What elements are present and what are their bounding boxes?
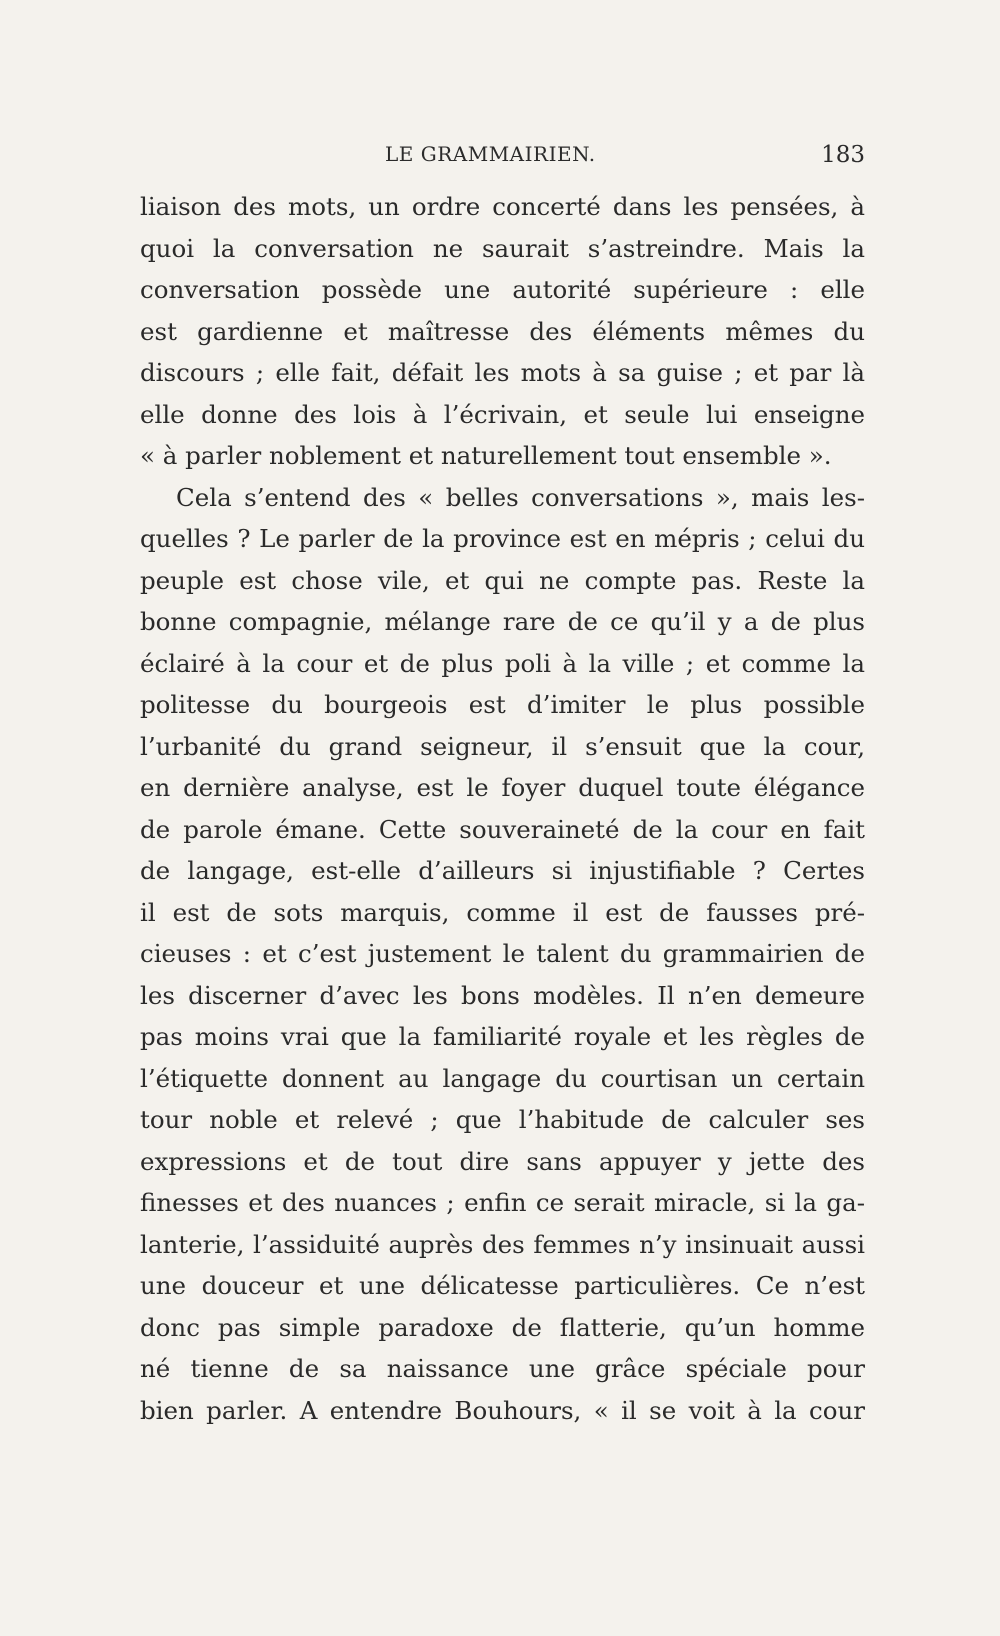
text-line: éclairé à la cour et de plus poli à la ville ; et comme la <box>140 648 865 678</box>
text-line: discours ; elle fait, défait les mots à sa guise ; et par là <box>140 358 865 387</box>
text-line: les discerner d’avec les bons modèles. Il n’en demeure <box>140 980 865 1010</box>
text-line: quelles ? Le parler de la province est en mépris ; celui du <box>140 524 865 553</box>
running-head <box>140 142 865 172</box>
text-line: donc pas simple paradoxe de flatterie, qu’un homme <box>140 1312 865 1342</box>
text-line: de langage, est-elle d’ailleurs si injustifiable ? Certes <box>140 856 865 885</box>
text-line: quoi la conversation ne saurait s’astreindre. Mais la <box>140 233 865 263</box>
text-line: il est de sots marquis, comme il est de fausses pré- <box>140 897 865 927</box>
page-number: 183 <box>821 142 865 168</box>
text-line: est gardienne et maîtresse des éléments mêmes du <box>140 316 865 346</box>
text-line: Cela s’entend des « belles conversations », mais les- <box>176 482 865 512</box>
text-line: conversation possède une autorité supérieure : elle <box>140 275 865 304</box>
text-line: cieuses : et c’est justement le talent du grammairien de <box>140 939 865 968</box>
running-title: LE GRAMMAIRIEN. <box>385 142 596 166</box>
text-line: pas moins vrai que la familiarité royale et les règles de <box>140 1022 865 1051</box>
text-line: en dernière analyse, est le foyer duquel toute élégance <box>140 773 865 802</box>
text-line: finesses et des nuances ; enfin ce serait miracle, si la ga- <box>140 1188 865 1217</box>
text-line: « à parler noblement et naturellement tout ensemble ». <box>140 441 832 470</box>
text-line: politesse du bourgeois est d’imiter le plus possible <box>140 690 865 719</box>
text-line: une douceur et une délicatesse particulières. Ce n’est <box>140 1271 865 1300</box>
text-line: l’étiquette donnent au langage du courtisan un certain <box>140 1063 865 1093</box>
text-line: tour noble et relevé ; que l’habitude de calculer ses <box>140 1105 865 1134</box>
text-line: de parole émane. Cette souveraineté de la cour en fait <box>140 814 865 844</box>
text-line: elle donne des lois à l’écrivain, et seule lui enseigne <box>140 399 865 429</box>
text-line: né tienne de sa naissance une grâce spéciale pour <box>140 1354 865 1383</box>
text-line: bien parler. A entendre Bouhours, « il se voit à la cour <box>140 1395 865 1425</box>
text-line: liaison des mots, un ordre concerté dans les pensées, à <box>140 192 865 221</box>
text-line: peuple est chose vile, et qui ne compte pas. Reste la <box>140 565 865 595</box>
text-line: l’urbanité du grand seigneur, il s’ensuit que la cour, <box>140 731 865 761</box>
text-line: bonne compagnie, mélange rare de ce qu’il y a de plus <box>140 607 865 636</box>
text-line: lanterie, l’assiduité auprès des femmes n’y insinuait aussi <box>140 1229 865 1259</box>
text-line: expressions et de tout dire sans appuyer y jette des <box>140 1146 865 1176</box>
body-text <box>140 186 865 1431</box>
